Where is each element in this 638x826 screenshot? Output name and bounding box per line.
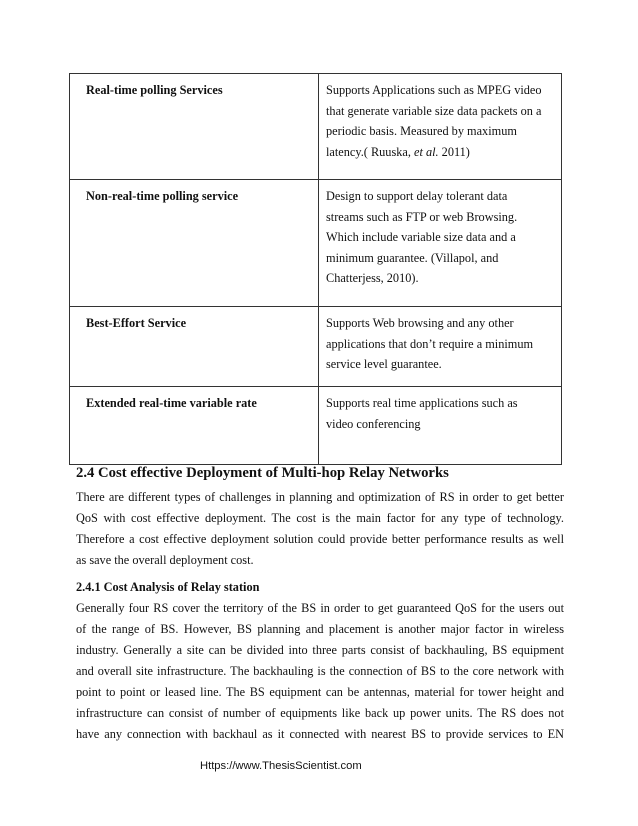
intro-paragraph: [76, 487, 564, 571]
paragraph-line: infrastructure can consist of number of equipments like back up power units. The RS does not: [76, 706, 564, 720]
desc-line: periodic basis. Measured by maximum: [326, 124, 517, 138]
paragraph-line: as save the overall deployment cost.: [76, 553, 254, 567]
service-name-cell: Non-real-time polling service: [70, 180, 319, 307]
service-description-cell: [319, 387, 562, 465]
service-name-cell: Real-time polling Services: [70, 74, 319, 180]
paragraph-line: of the range of BS. However, BS planning and placement is another major factor in wireless: [76, 622, 564, 636]
desc-line: Which include variable size data and a: [326, 230, 516, 244]
desc-text: latency.( Ruuska,: [326, 144, 414, 159]
desc-line: applications that don’t require a minimum: [326, 336, 534, 351]
service-name-cell: Best-Effort Service: [70, 307, 319, 387]
service-description-cell: [319, 74, 562, 180]
desc-line: Chatterjess, 2010).: [326, 271, 419, 285]
desc-line: Supports Applications such as MPEG video: [326, 83, 542, 97]
paragraph-line: There are different types of challenges in planning and optimization of RS in order to get better: [76, 490, 564, 504]
paragraph-line: Generally four RS cover the territory of the BS in order to get guaranteed QoS for the users out: [76, 601, 564, 615]
paragraph-line: Therefore a cost effective deployment solution could provide better performance results as well: [76, 532, 564, 546]
paragraph-line: point to point or leased line. The BS equipment can be antennas, material for tower height and: [76, 685, 564, 699]
desc-line: Design to support delay tolerant data: [326, 189, 508, 203]
cost-analysis-paragraph: [76, 598, 564, 745]
desc-line: [326, 142, 553, 163]
table-row: [70, 387, 562, 465]
qos-service-table: [69, 73, 562, 465]
table-row: [70, 74, 562, 180]
table-row: [70, 180, 562, 307]
desc-line: Supports real time applications such as: [326, 396, 518, 410]
desc-line: service level guarantee.: [326, 357, 442, 371]
paragraph-line: and overall site infrastructure. The backhauling is the connection of BS to the core network with: [76, 664, 564, 678]
service-name-cell: Extended real-time variable rate: [70, 387, 319, 465]
service-description-cell: [319, 180, 562, 307]
citation-et-al: et al.: [414, 144, 439, 159]
paragraph-line: industry. Generally a site can be divided into three parts consist of backhauling, BS equipment: [76, 643, 564, 657]
desc-line: video conferencing: [326, 416, 421, 431]
paragraph-line: have any connection with backhaul as it connected with nearest BS to provide services to EN: [76, 727, 564, 741]
desc-line: minimum guarantee. (Villapol, and: [326, 250, 499, 265]
section-heading: 2.4 Cost effective Deployment of Multi-hop Relay Networks: [76, 465, 449, 481]
desc-line: Supports Web browsing and any other: [326, 316, 514, 330]
table-row: [70, 307, 562, 387]
desc-line: that generate variable size data packets on a: [326, 103, 542, 118]
subsection-heading: 2.4.1 Cost Analysis of Relay station: [76, 580, 260, 594]
desc-text: 2011): [438, 144, 470, 159]
paragraph-line: QoS with cost effective deployment. The cost is the main factor for any type of technology.: [76, 511, 564, 525]
footer-url: Https://www.ThesisScientist.com: [200, 760, 362, 772]
service-description-cell: [319, 307, 562, 387]
desc-line: streams such as FTP or web Browsing.: [326, 209, 518, 224]
